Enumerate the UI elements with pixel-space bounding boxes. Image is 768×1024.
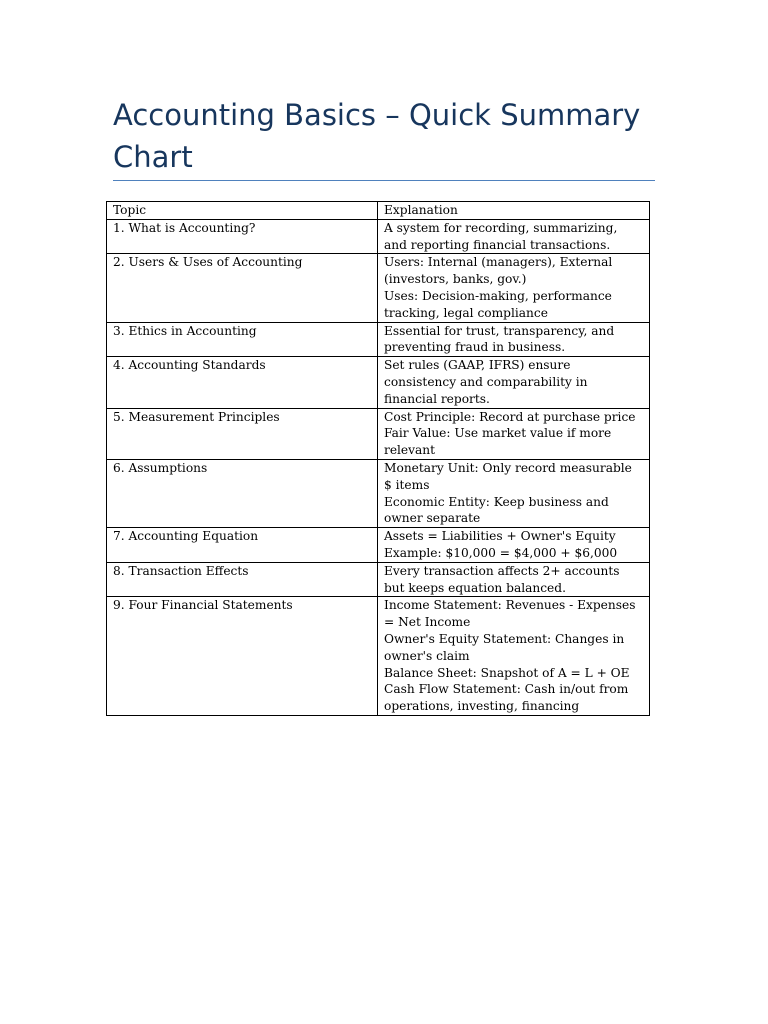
table-row <box>107 597 650 716</box>
header-explanation: Explanation <box>378 202 650 220</box>
table-header-row <box>107 202 650 220</box>
table-row <box>107 322 650 357</box>
table-row <box>107 357 650 408</box>
explanation-line: Cost Principle: Record at purchase price <box>384 409 636 424</box>
explanation-line: Users: Internal (managers), External (investors, banks, gov.) <box>384 255 613 287</box>
row-topic: 3. Ethics in Accounting <box>107 322 378 357</box>
row-explanation <box>378 597 650 716</box>
row-explanation <box>378 357 650 408</box>
explanation-line: Essential for trust, transparency, and preventing fraud in business. <box>384 323 615 355</box>
row-topic: 2. Users & Uses of Accounting <box>107 254 378 322</box>
table-row <box>107 219 650 254</box>
explanation-line: Economic Entity: Keep business and owner separate <box>384 494 609 526</box>
header-topic: Topic <box>107 202 378 220</box>
explanation-line: Uses: Decision-making, performance tracking, legal compliance <box>384 288 612 320</box>
explanation-line: Every transaction affects 2+ accounts but keeps equation balanced. <box>384 563 620 595</box>
row-explanation <box>378 254 650 322</box>
summary-table <box>106 201 650 716</box>
row-topic: 6. Assumptions <box>107 459 378 527</box>
table-row <box>107 254 650 322</box>
explanation-line: Example: $10,000 = $4,000 + $6,000 <box>384 545 618 560</box>
page-title: Accounting Basics – Quick Summary Chart <box>113 98 641 174</box>
row-topic: 9. Four Financial Statements <box>107 597 378 716</box>
explanation-line: Fair Value: Use market value if more relevant <box>384 426 612 458</box>
explanation-line: Owner's Equity Statement: Changes in owner's claim <box>384 631 625 663</box>
table-row <box>107 562 650 597</box>
row-topic: 5. Measurement Principles <box>107 408 378 459</box>
explanation-line: Assets = Liabilities + Owner's Equity <box>384 529 616 544</box>
table-row <box>107 459 650 527</box>
explanation-line: Cash Flow Statement: Cash in/out from operations, investing, financing <box>384 682 629 714</box>
row-topic: 1. What is Accounting? <box>107 219 378 254</box>
row-topic: 8. Transaction Effects <box>107 562 378 597</box>
explanation-line: A system for recording, summarizing, and reporting financial transactions. <box>384 220 618 252</box>
row-explanation <box>378 528 650 563</box>
row-explanation <box>378 219 650 254</box>
table-row <box>107 528 650 563</box>
row-explanation <box>378 322 650 357</box>
explanation-line: Income Statement: Revenues - Expenses = Net Income <box>384 598 636 630</box>
row-explanation <box>378 459 650 527</box>
row-explanation <box>378 562 650 597</box>
row-explanation <box>378 408 650 459</box>
title-underline <box>113 180 655 181</box>
row-topic: 7. Accounting Equation <box>107 528 378 563</box>
explanation-line: Balance Sheet: Snapshot of A = L + OE <box>384 665 630 680</box>
row-topic: 4. Accounting Standards <box>107 357 378 408</box>
table-row <box>107 408 650 459</box>
explanation-line: Set rules (GAAP, IFRS) ensure consistency and comparability in financial reports. <box>384 358 588 406</box>
explanation-line: Monetary Unit: Only record measurable $ items <box>384 460 632 492</box>
